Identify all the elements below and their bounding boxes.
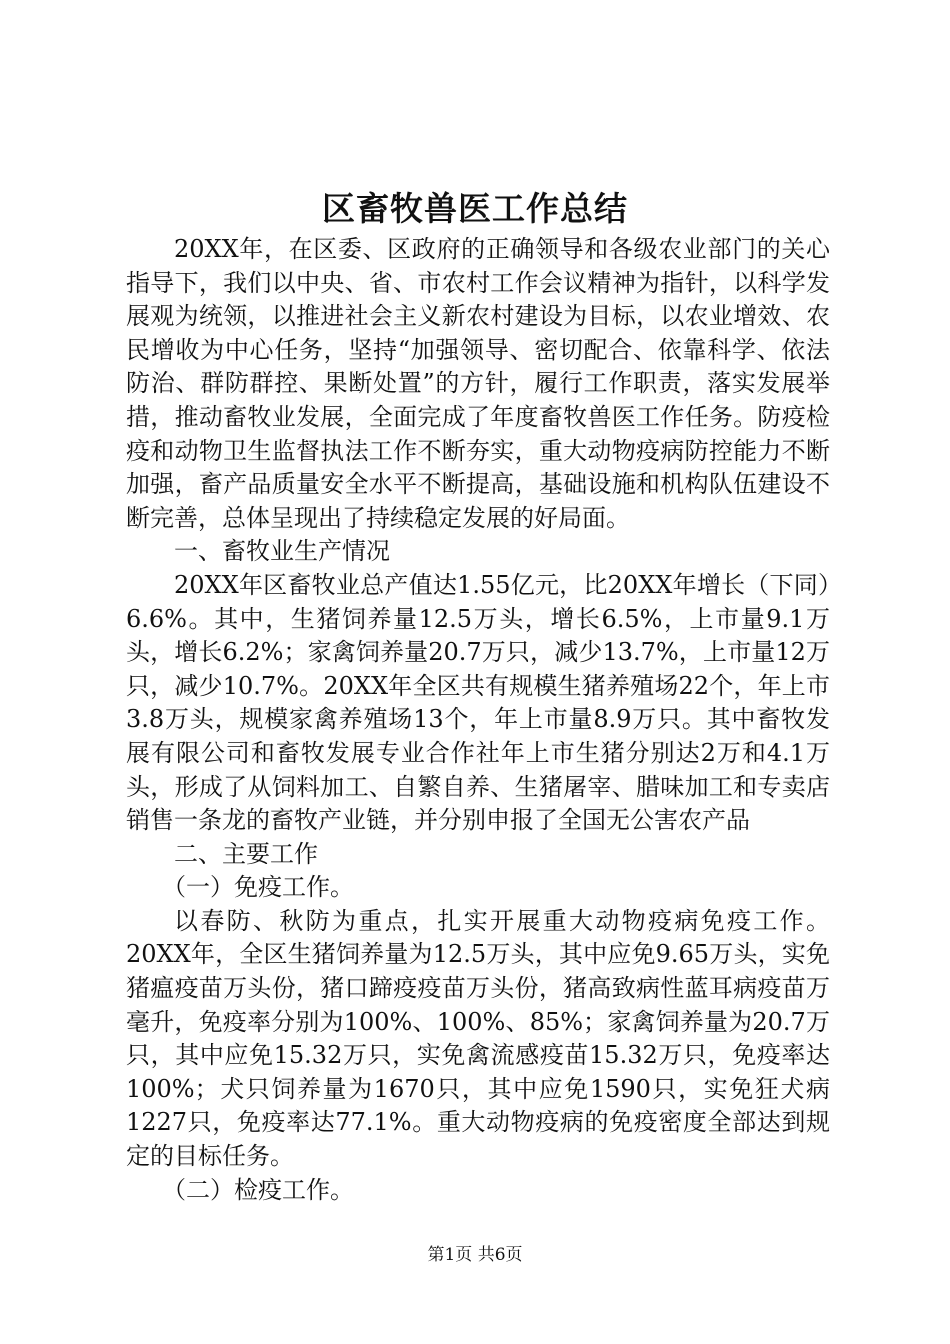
intro-paragraph: 20XX年，在区委、区政府的正确领导和各级农业部门的关心指导下，我们以中央、省、市农村工作会议精神为指针，以科学发展观为统领，以推进社会主义新农村建设为目标，以农业增效、农民增收为中心任务，坚持“加强领导、密切配合、依靠科学、依法防治、群防群控、果断处置”的方针，履行工作职责，落实发展举措，推动畜牧业发展，全面完成了年度畜牧兽医工作任务。防疫检疫和动物卫生监督执法工作不断夯实，重大动物疫病防控能力不断加强，畜产品质量安全水平不断提高，基础设施和机构队伍建设不断完善，总体呈现出了持续稳定发展的好局面。 (126, 235, 830, 532)
production-paragraph: 20XX年区畜牧业总产值达1.55亿元，比20XX年增长（下同）6.6%。其中，生猪饲养量12.5万头，增长6.5%，上市量9.1万头，增长6.2%；家禽饲养量20.7万只，减少13.7%，上市量12万只，减少10.7%。20XX年全区共有规模生猪养殖场22个，年上市3.8万头，规模家禽养殖场13个，年上市量8.9万只。其中畜牧发展有限公司和畜牧发展专业合作社年上市生猪分别达2万和4.1万头，形成了从饲料加工、自繁自养、生猪屠宰、腊味加工和专卖店销售一条龙的畜牧产业链，并分别申报了全国无公害农产品 (126, 570, 830, 835)
immunization-paragraph: 以春防、秋防为重点，扎实开展重大动物疫病免疫工作。20XX年，全区生猪饲养量为12.5万头，其中应免9.65万头，实免猪瘟疫苗万头份，猪口蹄疫疫苗万头份，猪高致病性蓝耳病疫苗万毫升，免疫率分别为100%、100%、85%；家禽饲养量为20.7万只，其中应免15.32万只，实免禽流感疫苗15.32万只，免疫率达100%；犬只饲养量为1670只，其中应免1590只，实免狂犬病1227只，免疫率达77.1%。重大动物疫病的免疫密度全部达到规定的目标任务。 (126, 906, 830, 1171)
section-heading-production: 一、畜牧业生产情况 (174, 537, 390, 566)
section-heading-main-work: 二、主要工作 (174, 839, 318, 868)
subsection-heading-immunization: （一）免疫工作。 (162, 873, 354, 902)
document-title: 区畜牧兽医工作总结 (322, 189, 628, 228)
document-body (126, 233, 830, 1207)
subsection-heading-quarantine: （二）检疫工作。 (162, 1175, 354, 1204)
page-footer: 第1页 共6页 (427, 1245, 523, 1265)
